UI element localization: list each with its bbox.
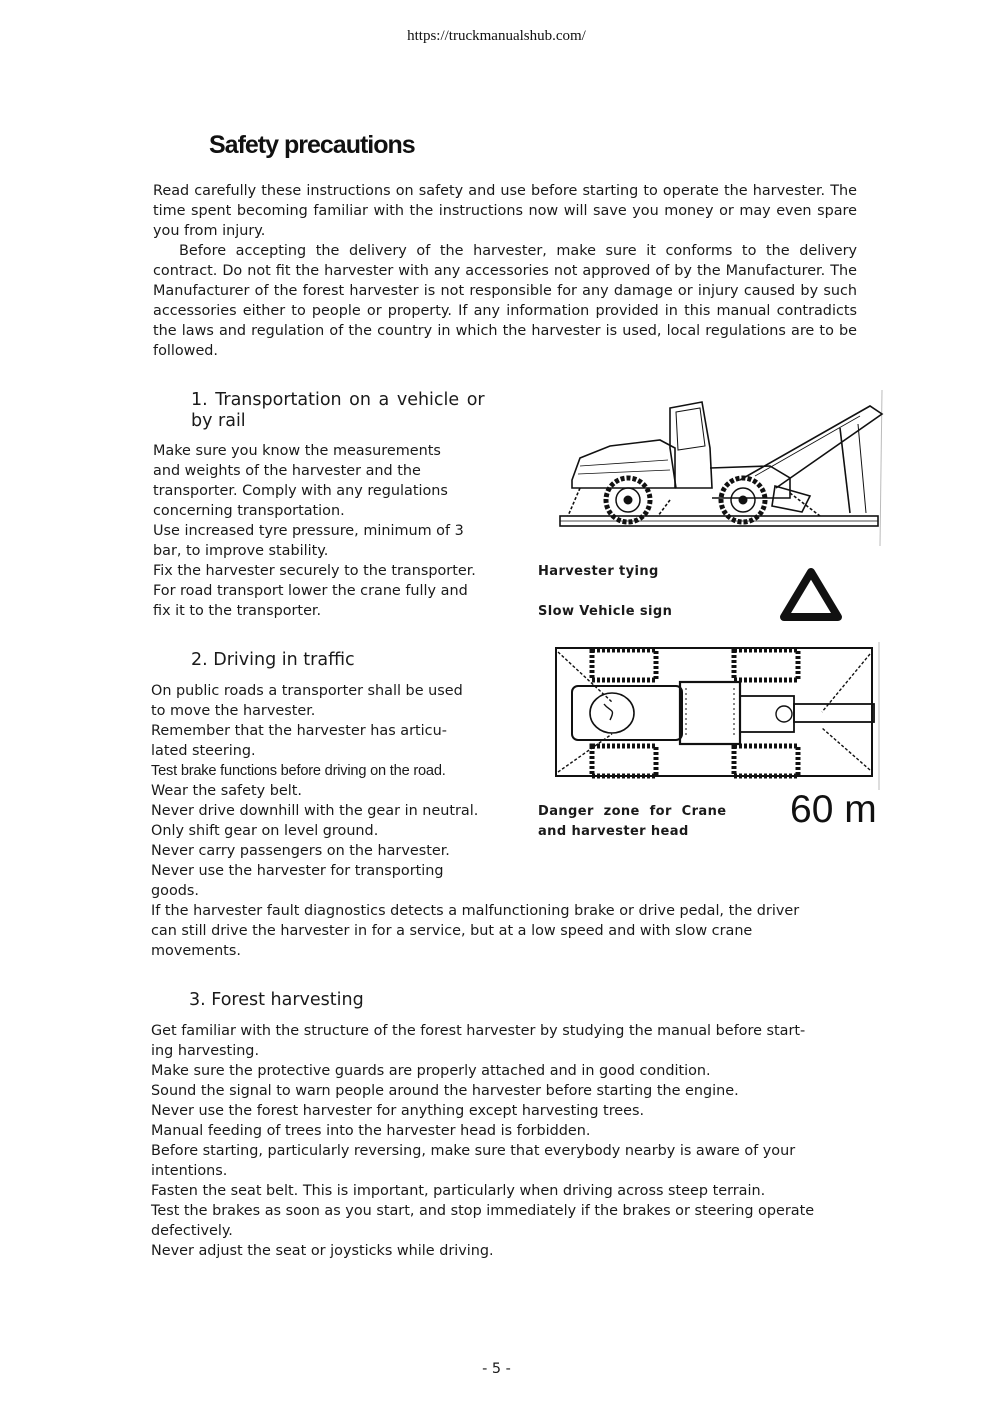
text-line: If the harvester fault diagnostics detects a malfunctioning brake or drive pedal, the driver [151,903,800,919]
section-3-text [151,1021,814,1261]
text-line: Never use the forest harvester for anything except harvesting trees. [151,1103,645,1119]
text-line: transporter. Comply with any regulations [153,483,448,499]
text-line: fix it to the transporter. [153,603,322,619]
text-line: goods. [151,883,199,899]
caption-slow-vehicle-sign: Slow Vehicle sign [538,604,673,619]
text-line: concerning transportation. [153,503,345,519]
text-line: bar, to improve stability. [153,543,329,559]
page-number: - 5 - [482,1361,511,1377]
text-line: Wear the safety belt. [151,783,302,799]
source-url[interactable]: https://truckmanualshub.com/ [407,28,586,44]
text-line: Test the brakes as soon as you start, and stop immediately if the brakes or steering operate [151,1203,815,1219]
text-line: to move the harvester. [151,703,316,719]
text-line: Make sure the protective guards are properly attached and in good condition. [151,1063,711,1079]
section-1-heading [191,390,485,432]
text-line: Fasten the seat belt. This is important, particularly when driving across steep terrain. [151,1183,766,1199]
text-line: Manual feeding of trees into the harvester head is forbidden. [151,1123,591,1139]
text-line: intentions. [151,1163,228,1179]
caption-danger-zone-line-1: Danger zone for Crane [538,804,727,819]
section-3-heading: 3. Forest harvesting [189,990,364,1010]
slow-vehicle-triangle-icon [777,564,845,622]
intro-paragraph-2: Before accepting the delivery of the harvester, make sure it conforms to the delivery contract. Do not fit the harvester with any accessories not approved of by the Manufacturer. The Manufacturer of the forest harvester is not responsible for any damage or injury caused by such accessories either to people or property. If any information provided in this manual contradicts the laws and regulation of the country in which the harvester is used, local regulations are to be followed. [153,243,857,359]
text-line: Never drive downhill with the gear in neutral. [151,803,479,819]
caption-danger-zone-line-2: and harvester head [538,824,689,839]
section-1-heading-line-2: by rail [191,411,246,431]
text-line: Before starting, particularly reversing, make sure that everybody nearby is aware of your [151,1143,796,1159]
danger-zone-illustration [552,642,882,790]
text-line: Get familiar with the structure of the forest harvester by studying the manual before start- [151,1023,806,1039]
text-line: For road transport lower the crane fully and [153,583,468,599]
text-line: Make sure you know the measurements [153,443,441,459]
danger-zone-distance: 60 m [790,788,877,831]
text-line: Never adjust the seat or joysticks while driving. [151,1243,494,1259]
text-line: Remember that the harvester has articu- [151,723,447,739]
section-1-heading-line-1: 1. Transportation on a vehicle or [191,390,485,410]
section-2-heading: 2. Driving in traffic [191,650,355,670]
text-line: Only shift gear on level ground. [151,823,379,839]
text-line: Use increased tyre pressure, minimum of 3 [153,523,464,539]
caption-danger-zone [538,802,726,842]
page-title: Safety precautions [209,131,415,159]
text-line: Test brake functions before driving on the road. [151,763,446,779]
text-line: Never carry passengers on the harvester. [151,843,450,859]
text-line: On public roads a transporter shall be used [151,683,463,699]
text-line: lated steering. [151,743,256,759]
text-line: and weights of the harvester and the [153,463,421,479]
text-line: can still drive the harvester in for a service, but at a low speed and with slow crane [151,923,753,939]
text-line: movements. [151,943,241,959]
text-line: Sound the signal to warn people around the harvester before starting the engine. [151,1083,739,1099]
caption-harvester-tying: Harvester tying [538,564,659,579]
text-line: Never use the harvester for transporting [151,863,444,879]
text-line: Fix the harvester securely to the transporter. [153,563,476,579]
text-line: ing harvesting. [151,1043,260,1059]
text-line: defectively. [151,1223,233,1239]
intro-paragraph-1: Read carefully these instructions on safety and use before starting to operate the harvester. The time spent becoming familiar with the instructions now will save you money or may even spare you from injury. [153,183,857,239]
section-1-text [153,441,476,621]
harvester-tying-illustration [540,388,885,548]
